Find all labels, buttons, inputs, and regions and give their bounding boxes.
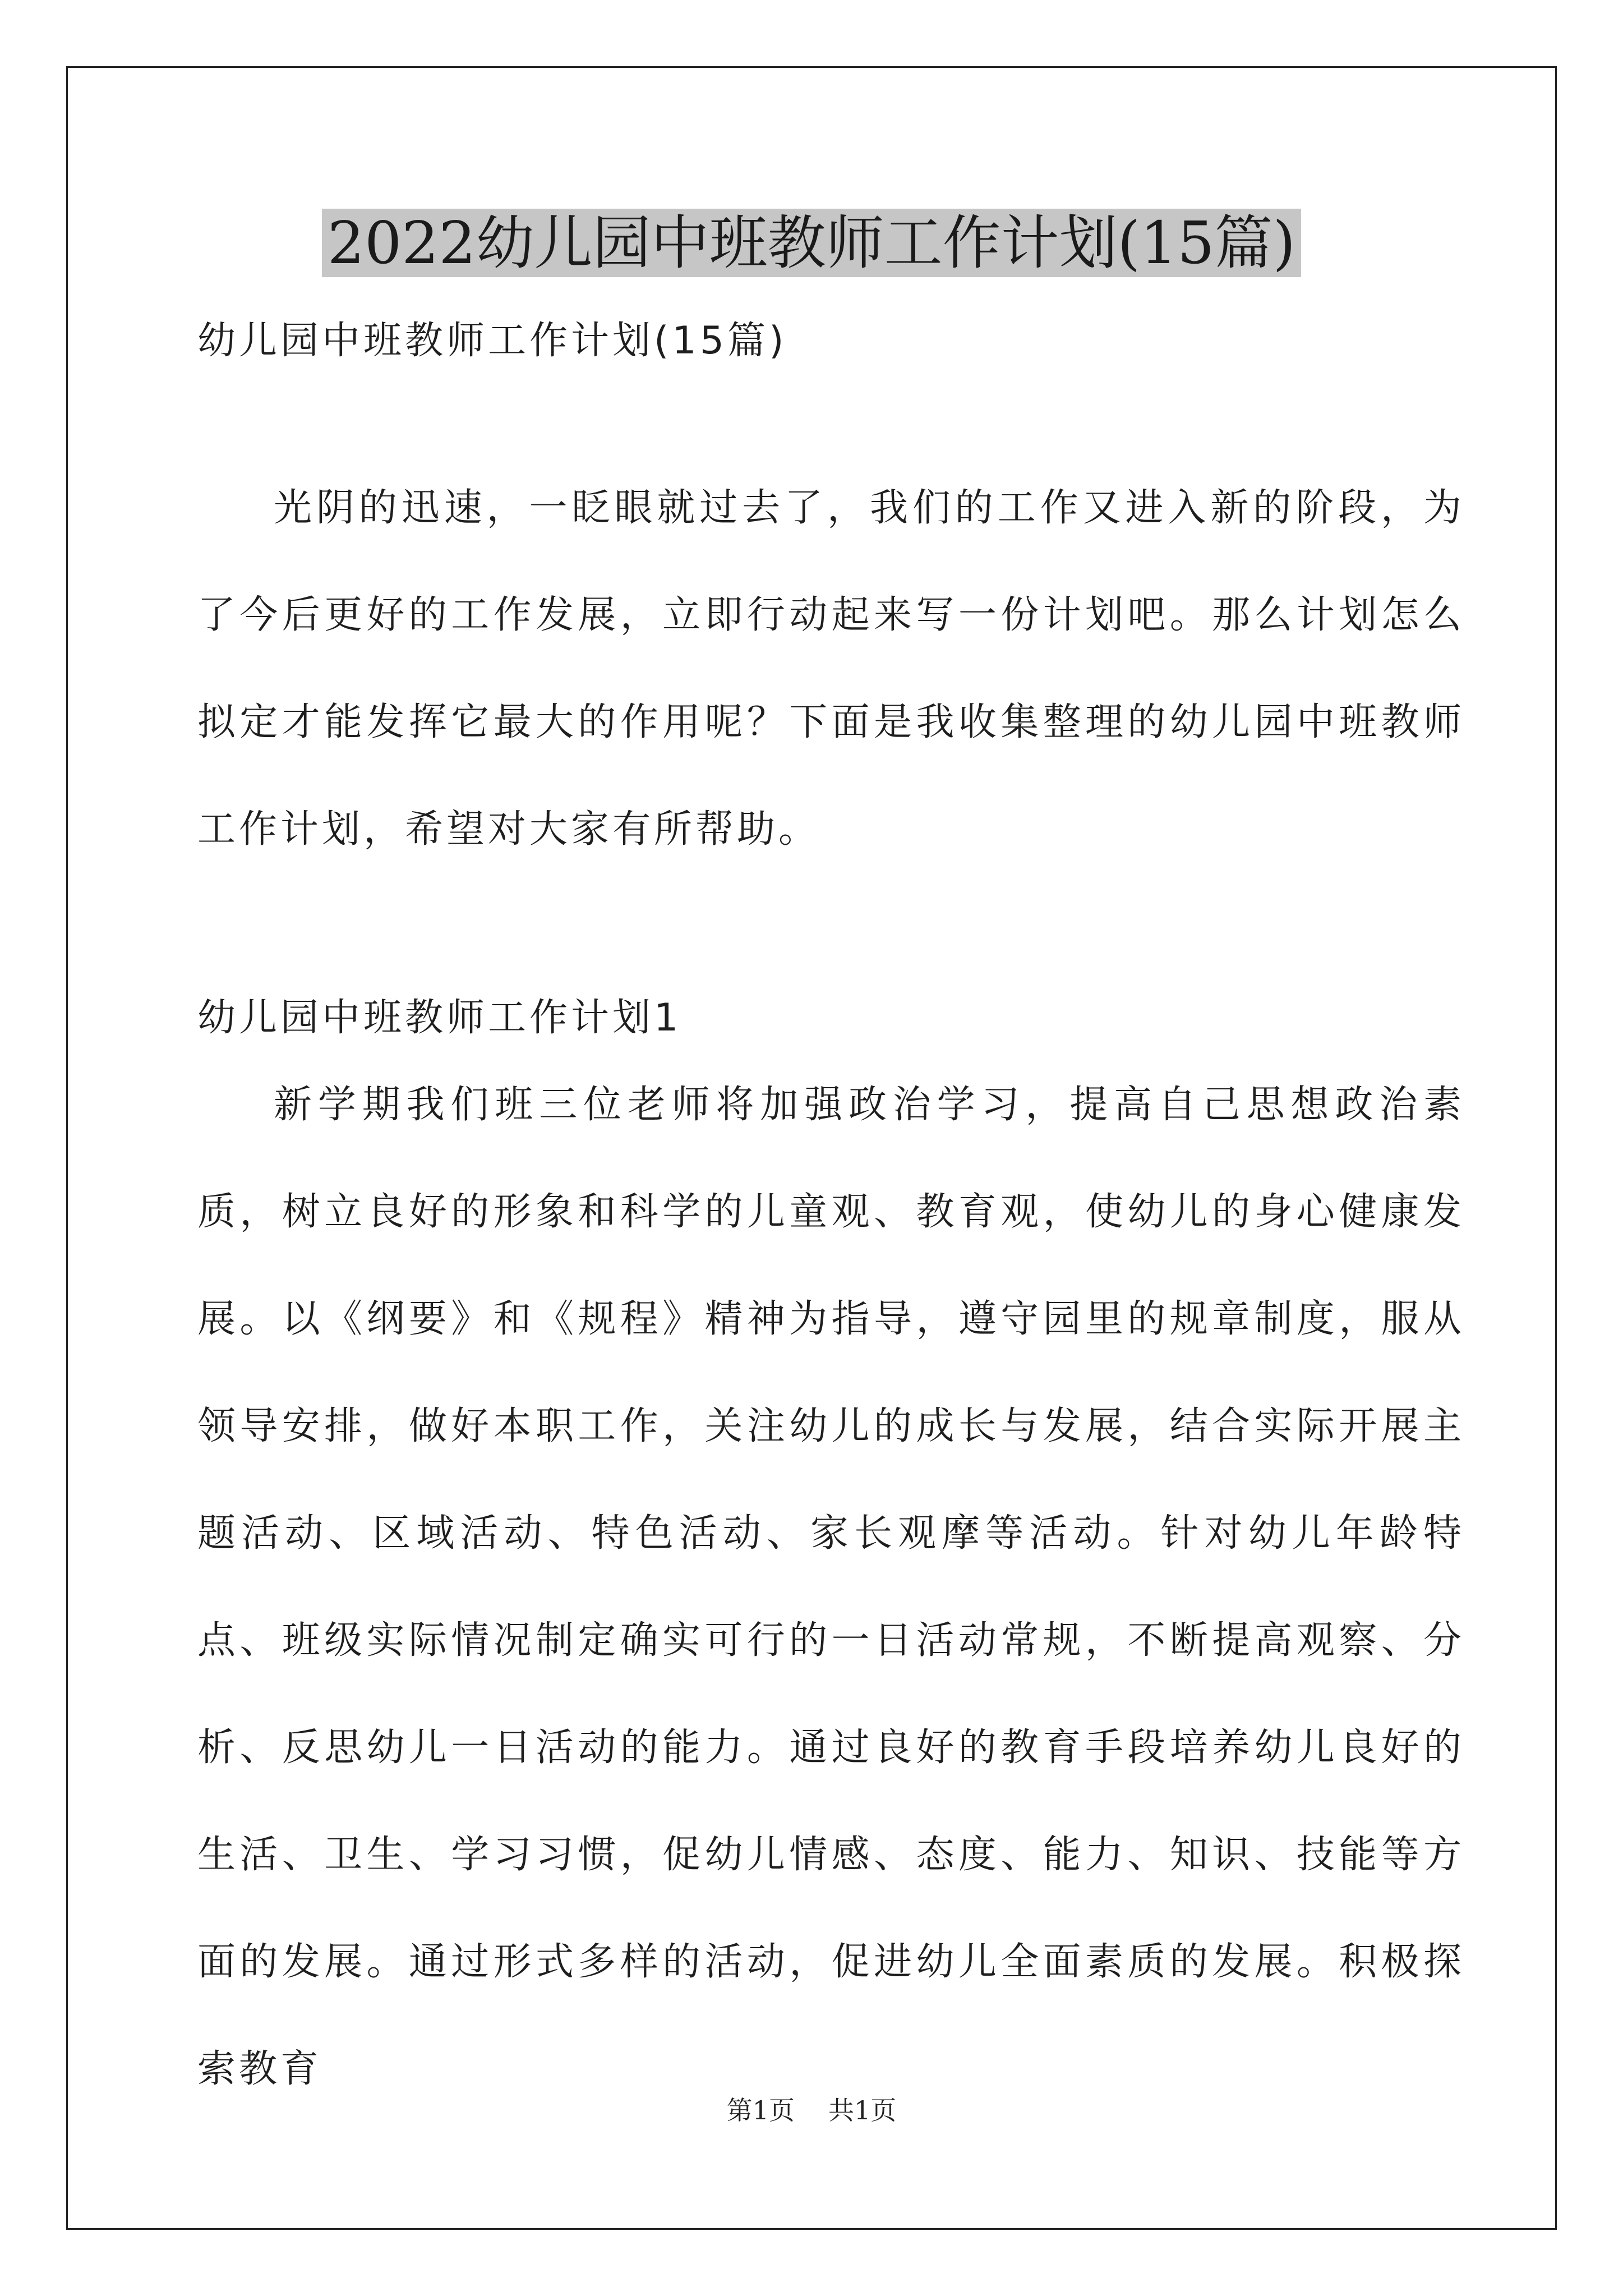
page-number-current: 第1页 [726, 2095, 795, 2125]
page-footer [0, 2091, 1623, 2130]
section-body-paragraph: 新学期我们班三位老师将加强政治学习，提高自己思想政治素质，树立良好的形象和科学的儿童观、教育观，使幼儿的身心健康发展。以《纲要》和《规程》精神为指导，遵守园里的规章制度，服从领导安排，做好本职工作，关注幼儿的成长与发展，结合实际开展主题活动、区域活动、特色活动、家长观摩等活动。针对幼儿年龄特点、班级实际情况制定确实可行的一日活动常规，不断提高观察、分析、反思幼儿一日活动的能力。通过良好的教育手段培养幼儿良好的生活、卫生、学习习惯，促幼儿情感、态度、能力、知识、技能等方面的发展。通过形式多样的活动，促进幼儿全面素质的发展。积极探索教育 [197, 1083, 1465, 2091]
section-heading: 幼儿园中班教师工作计划1 [197, 996, 682, 1040]
document-title-text: 2022幼儿园中班教师工作计划(15篇) [322, 209, 1301, 277]
document-subtitle: 幼儿园中班教师工作计划(15篇) [197, 319, 787, 363]
intro-paragraph: 光阴的迅速，一眨眼就过去了，我们的工作又进入新的阶段，为了今后更好的工作发展，立即行动起来写一份计划吧。那么计划怎么拟定才能发挥它最大的作用呢？下面是我收集整理的幼儿园中班教师工作计划，希望对大家有所帮助。 [197, 486, 1465, 852]
document-title [0, 201, 1623, 285]
page-number-total: 共1页 [828, 2095, 897, 2125]
